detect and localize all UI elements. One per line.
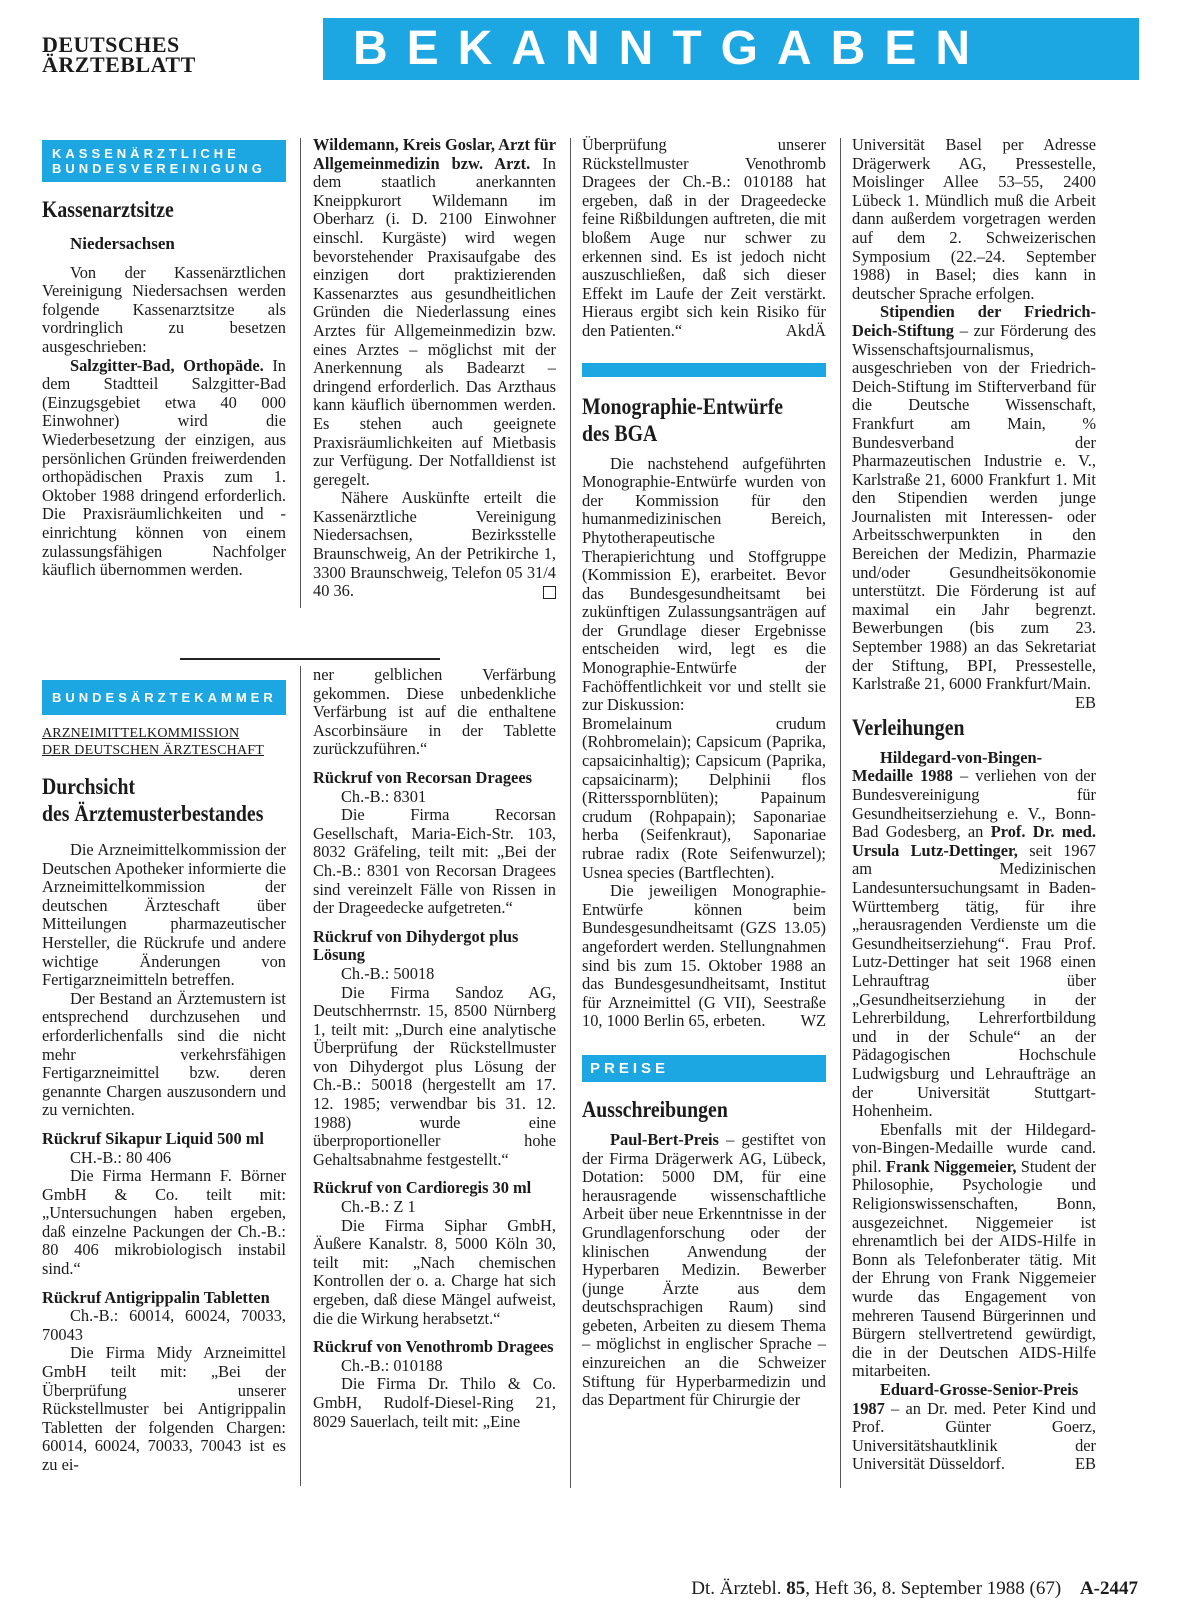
article-title: Ausschreibungen [582, 1096, 728, 1122]
signature: WZ [800, 1011, 826, 1031]
paragraph: Von der Kassenärztlichen Vereinigung Niedersachsen werden folgende Kassenarztsitze als vordringlich zu besetzen ausgeschrieben: [42, 262, 286, 356]
paragraph: Die Firma Siphar GmbH, Äußere Kanalstr. 8, 5000 Köln 30, teilt mit: „Nach chemischen Kontrollen der o. a. Charge hat sich ergeben, daß diese Mängel aufweist, die die Wirkung herabsetzt.“ [313, 1215, 556, 1328]
paragraph-text: Überprüfung unserer Rückstellmuster Venothromb Dragees der Ch.-B.: 010188 hat ergeben, daß in der Drageedecke feine Rißbildungen auftreten, die mit bloßem Auge nur schwer zu erkennen sind. Es ist jedoch nicht auszuschließen, daß sich dieser Effekt im Laufe der Zeit verstärkt. Hieraus ergibt sich kein Risiko für den Patienten.“ [582, 135, 826, 340]
paragraph [313, 489, 556, 601]
paragraph [582, 1131, 826, 1410]
recall-heading: Rückruf von Recorsan Dragees [313, 767, 532, 787]
lead-in: Eduard-Grosse-Senior-Preis 1987 [852, 1380, 1079, 1418]
section-rule [180, 658, 440, 660]
title-line-2: des BGA [582, 420, 658, 446]
column-divider [300, 138, 301, 608]
article-title: Kassenarztsitze [42, 197, 174, 222]
batch-code: Ch.-B.: 010188 [341, 1355, 443, 1375]
recall-heading: Rückruf von Dihydergot plus Lösung [313, 926, 519, 965]
paragraph: Der Bestand an Ärztemustern ist entsprechend durchzusehen und erforderlichenfalls sind die nicht mehr verkehrsfähigen Fertigarzneimittel bzw. deren genannte Chargen auszusondern und zu vernichten. [42, 988, 286, 1120]
title-line-1: Durchsicht [42, 774, 136, 799]
batch-code: Ch.-B.: 8301 [341, 786, 427, 806]
signature: AkdÄ [785, 320, 826, 340]
paragraph [582, 882, 826, 1031]
article-subtitle: Niedersachsen [70, 234, 175, 253]
paragraph-text: Student der Philosophie, Psychologie und Religionswissenschaften, Bonn, ausgezeichnet. Niggemeier ist ehrenamtlich bei der AIDS-Hilfe in Bonn als Telefonberater tätig. Mit der Ehrung von Frank Niggemeier wurde das Engagement von mehreren Tausend Bürgerinnen und Bürgern stellvertretend gewürdigt, die in der Deutschen AIDS-Hilfe mitarbeiten. [852, 1156, 1096, 1381]
column-divider [570, 138, 571, 1488]
masthead-line1: DEUTSCHES [42, 32, 180, 57]
paragraph: Die nachstehend aufgeführten Monographie-Entwürfe wurden von der Kommission für den humanmedizinischen Bereich, Phytotherapeutische Therapierichtung und Stoffgruppe (Kommission E), erarbeitet. Bevor das Bundesgesundheitsamt bei zukünftigen Zulassungsanträgen auf der Grundlage dieser Ergebnisse entscheiden wird, legt es die Monographie-Entwürfe der Fachöffentlichkeit vor und stellt sie zur Diskussion: [582, 453, 826, 715]
batch-code: CH.-B.: 80 406 [70, 1147, 172, 1167]
page-footer [691, 1578, 1138, 1600]
paragraph [852, 749, 1096, 1121]
footer-page-number: A-2447 [1079, 1578, 1138, 1599]
column-4 [852, 136, 1096, 1474]
kicker-line-1: ARZNEIMITTELKOMMISSION [42, 726, 240, 741]
paragraph-text: – verliehen von der Bundesvereinigung für Gesundheitserziehung e. V., Bonn-Bad Godesberg, an [852, 766, 1096, 842]
org-label-preise: PREISE [582, 1055, 826, 1082]
masthead [42, 32, 196, 77]
lead-in: Wildemann, Kreis Goslar, Arzt für Allgemeinmedizin bzw. Arzt. [313, 135, 556, 173]
paragraph-text: Ebenfalls mit der Hildegard-von-Bingen-Medaille wurde cand. phil. [852, 1119, 1096, 1176]
paragraph-text: – zur Förderung des Wissenschaftsjournalismus, ausgeschrieben von der Friedrich-Deich-Stiftung im Stifterverband für die Deutsche Wissenschaft, Frankfurt am Main, % Bundesverband der Pharmazeutischen Industrie e. V., Karlstraße 21, 6000 Frankfurt 1. Mit den Stipendien werden junge Journalisten mit Interessen- oder Arbeitsschwerpunkten in den Bereichen der Medizin, Pharmazie und/oder Gesundheitsökonomie unterstützt. Die Förderung ist auf maximal ein Jahr begrenzt. Bewerbungen (bis zum 23. September 1988) an das Sekretariat der Stiftung, BPI, Pressestelle, Karlstraße 21, 6000 Frankfurt/Main. [852, 320, 1096, 694]
article-title: Verleihungen [852, 714, 965, 740]
column-divider [300, 666, 301, 1486]
paragraph [42, 357, 286, 580]
recall-heading: Rückruf Antigrippalin Tabletten [42, 1287, 270, 1307]
paragraph-text: – an Dr. med. Peter Kind und Prof. Günter Goerz, Universitätshautklinik der Universität Düsseldorf. [852, 1398, 1096, 1474]
paragraph: ner gelblichen Verfärbung gekommen. Diese unbedenkliche Verfärbung ist auf die enthaltene Ascorbinsäure in der Tablette zurückzuführen.“ [313, 665, 556, 759]
kicker-line-2: DER DEUTSCHEN ÄRZTESCHAFT [42, 743, 265, 758]
batch-code: Ch.-B.: 60014, 60024, 70033, 70043 [42, 1306, 286, 1344]
paragraph [313, 136, 556, 489]
banner-title: BEKANNTGABEN [353, 22, 989, 75]
paragraph [582, 136, 826, 341]
lead-in: Stipendien der Friedrich-Deich-Stiftung [852, 302, 1096, 340]
title-line-1: Monographie-Entwürfe [582, 393, 784, 419]
column-1-top [42, 140, 286, 580]
paragraph: Die Arzneimittelkommission der Deutschen Apotheker informierte die Arzneimittelkommission der deutschen Ärzteschaft über Mitteilungen pharmazeutischer Hersteller, die Rückrufe und andere wichtige Änderungen von Fertigarzneimitteln betreffen. [42, 840, 286, 990]
person-name: Prof. Dr. med. Ursula Lutz-Dettinger, [852, 822, 1096, 860]
paragraph-text: seit 1967 am Medizinischen Landesuntersuchungsamt in Baden-Württemberg tätig, für ihre „herausragenden Verdienste um die Gesundheitserziehung“. Frau Prof. Lutz-Dettinger hat seit 1968 einen Lehrauftrag über „Gesundheitserziehung in der Lehrerbildung, Lehrerfortbildung und in der Schule“ an der Pädagogischen Hochschule Ludwigsburg und Lehraufträge an der Universität Stuttgart-Hohenheim. [852, 840, 1096, 1121]
paragraph-text: In dem staatlich anerkannten Kneippkurort Wildemann im Oberharz (i. D. 2100 Einwohner einschl. Kurgäste) wird wegen bevorstehender Praxisaufgabe des einzigen dort praktizierenden Kassenarztes aus gesundheitlichen Gründen die Niederlassung eines Arztes für Allgemeinmedizin bzw. eines Arztes – möglichst mit der Anerkennung als Badearzt – dringend erforderlich. Das Arzthaus kann käuflich übernommen werden. Es stehen auch geeignete Praxisräumlichkeiten auf Mietbasis zur Verfügung. Der Notfalldienst ist geregelt. [313, 153, 556, 489]
masthead-line2: ÄRZTEBLATT [42, 52, 196, 77]
signature: EB [1075, 1454, 1096, 1474]
title-line-2: des Ärztemusterbestandes [42, 801, 264, 826]
paragraph: Bromelainum crudum (Rohbromelain); Capsicum (Paprika, capsaicinhaltig); Capsicum (Paprika, capsaicinarm); Delphinii flos (Rittersspornblüten); Papainum crudum (Rohpapain); Saponariae herba (Seifenkraut), Saponariae rubrae radix (Rote Seifenwurzel); Usnea species (Bartflechten). [582, 713, 826, 882]
end-mark-icon [543, 586, 556, 599]
person-name: Frank Niggemeier, [885, 1156, 1017, 1176]
recall-heading: Rückruf von Venothromb Dragees [313, 1337, 554, 1357]
org-label-baek: BUNDESÄRZTEKAMMER [42, 680, 286, 715]
column-divider [840, 138, 841, 1488]
column-1-bottom [42, 680, 286, 1475]
lead-in: Hildegard-von-Bingen-Medaille 1988 [852, 747, 1043, 786]
batch-code: Ch.-B.: Z 1 [341, 1197, 416, 1217]
paragraph: Die Firma Midy Arzneimittel GmbH teilt mit: „Bei der Überprüfung unserer Rückstellmuster bei Antigrippalin Tabletten der folgenden Chargen: 60014, 60024, 70033, 70043 ist es zu ei- [42, 1343, 286, 1474]
org-label-kbv [42, 140, 286, 182]
signature: EB [1075, 692, 1096, 712]
column-3 [582, 136, 826, 1410]
recall-heading: Rückruf Sikapur Liquid 500 ml [42, 1128, 264, 1148]
paragraph: Die Firma Hermann F. Börner GmbH & Co. teilt mit: „Untersuchungen haben ergeben, daß einzelne Packungen der Ch.-B.: 80 406 mikrobiologisch instabil sind.“ [42, 1166, 286, 1279]
article-title [582, 393, 792, 447]
column-2-bottom [313, 666, 556, 1431]
paragraph [852, 1381, 1096, 1474]
lead-in: Paul-Bert-Preis [610, 1129, 719, 1149]
org-line-1: KASSENÄRZTLICHE [52, 146, 240, 161]
paragraph: Die Firma Sandoz AG, Deutschherrnstr. 15, 8500 Nürnberg 1, teilt mit: „Durch eine analytische Überprüfung der Rückstellmuster von Dihydergot plus Lösung der Ch.-B.: 50018 (hergestellt am 17. 12. 1985; verwendbar bis 31. 12. 1988) wurde eine überproportioneller hohe Gehaltsabnahme festgestellt.“ [313, 982, 556, 1169]
recall-heading: Rückruf von Cardioregis 30 ml [313, 1178, 532, 1198]
batch-code: Ch.-B.: 50018 [341, 963, 435, 983]
paragraph [852, 1121, 1096, 1381]
paragraph-text: Die jeweiligen Monographie-Entwürfe können beim Bundesgesundheitsamt (GZS 13.05) angefordert werden. Stellungnahmen sind bis zum 15. Oktober 1988 an das Bundesgesundheitsamt, Institut für Arzneimittel (G VII), Seestraße 10, 1000 Berlin 65, erbeten. [582, 881, 826, 1031]
paragraph-text: – gestiftet von der Firma Drägerwerk AG, Lübeck, Dotation: 5000 DM, für eine herausragende wissenschaftliche Arbeit über neue Erkenntnisse in der Grundlagenforschung oder der klinischen Anwendung der Hyperbaren Medizin. Bewerber (junge Ärzte aus dem deutschsprachigen Raum) sind gebeten, Arbeiten zu diesem Thema – möglichst in englischer Sprache – einzureichen an die Schweizer Stiftung für Hyperbarmedizin und das Department für Chirurgie der [582, 1129, 826, 1410]
footer-volume: 85 [786, 1578, 806, 1599]
paragraph-text: Nähere Auskünfte erteilt die Kassenärztliche Vereinigung Niedersachsen, Bezirksstelle Braunschweig, An der Petrikirche 1, 3300 Braunschweig, Telefon 05 31/4 40 36. [313, 488, 556, 601]
footer-journal: Dt. Ärztebl. [691, 1578, 782, 1599]
article-title [42, 773, 264, 827]
section-banner [323, 18, 1139, 80]
paragraph: Universität Basel per Adresse Drägerwerk AG, Pressestelle, Moislinger Allee 53–55, 2400 Lübeck 1. Mündlich muß die Arbeit dann außerdem vorgetragen werden auf dem 2. Schweizerischen Symposium (22.–24. September 1988) in Basel; dies kann in deutscher Sprache erfolgen. [852, 135, 1096, 303]
org-line-2: BUNDESVEREINIGUNG [52, 161, 266, 176]
paragraph-text: In dem Stadtteil Salzgitter-Bad (Einzugsgebiet etwa 40 000 Einwohner) wird die Wiederbesetzung der einzigen, aus persönlichen Gründen freiwerdenden orthopädischen Praxis zum 1. Oktober 1988 dringend erforderlich. Die Praxisräumlichkeiten und -einrichtung können von einem zulassungsfähigen Nachfolger käuflich übernommen werden. [42, 355, 286, 580]
paragraph: Die Firma Dr. Thilo & Co. GmbH, Rudolf-Diesel-Ring 21, 8029 Sauerlach, teilt mit: „Eine [313, 1374, 556, 1431]
paragraph [852, 302, 1096, 712]
lead-in: Salzgitter-Bad, Orthopäde. [70, 355, 264, 375]
column-2-top [313, 136, 556, 601]
paragraph: Die Firma Recorsan Gesellschaft, Maria-Eich-Str. 103, 8032 Gräfeling, teilt mit: „Bei der Ch.-B.: 8301 von Recorsan Dragees sind vereinzelt Fälle von Rissen in der Drageedecke aufgetreten.“ [313, 805, 556, 918]
footer-issue: , Heft 36, 8. September 1988 (67) [805, 1578, 1062, 1599]
section-bar [582, 363, 826, 377]
